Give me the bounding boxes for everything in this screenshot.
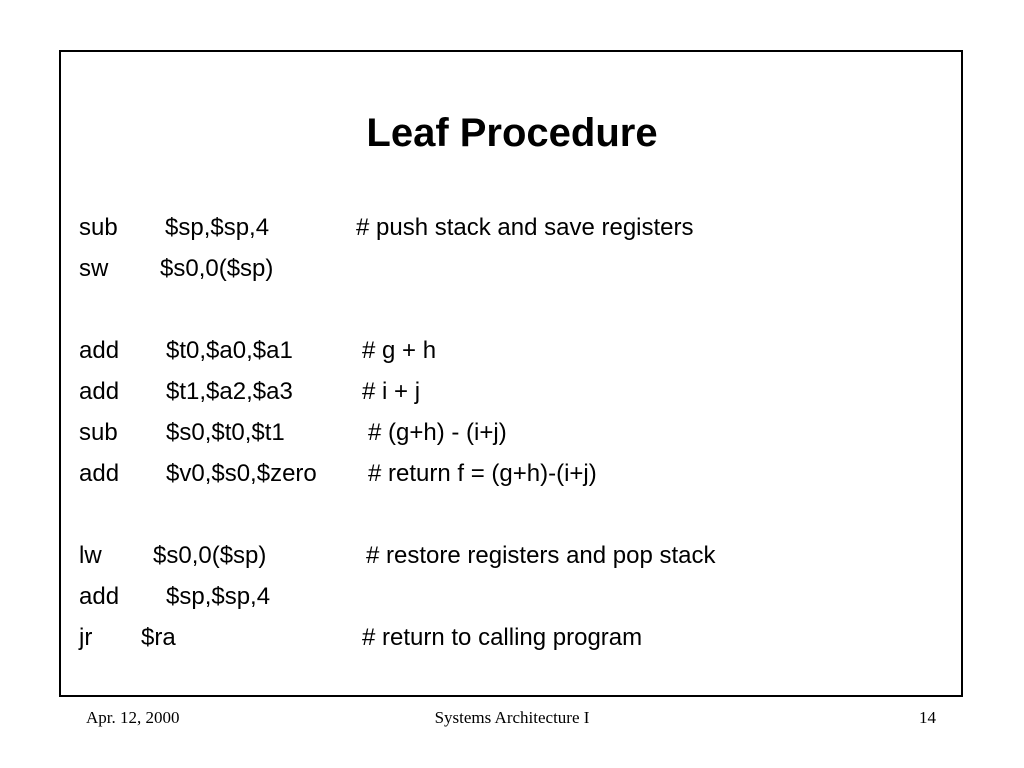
code-op: add bbox=[79, 583, 120, 610]
code-args: $sp,$sp,4 bbox=[165, 214, 270, 241]
code-args: $ra bbox=[141, 624, 176, 651]
code-line bbox=[79, 211, 694, 245]
code-op: add bbox=[79, 378, 120, 405]
code-op: add bbox=[79, 337, 120, 364]
code-op: sub bbox=[79, 419, 118, 446]
footer-page-number: 14 bbox=[919, 708, 936, 727]
code-line bbox=[79, 621, 643, 655]
code-op: add bbox=[79, 460, 120, 487]
slide-title: Leaf Procedure bbox=[366, 111, 658, 155]
code-comment: # return to calling program bbox=[362, 624, 643, 651]
code-args: $s0,0($sp) bbox=[160, 255, 274, 282]
code-args: $v0,$s0,$zero bbox=[166, 460, 317, 487]
code-args: $t0,$a0,$a1 bbox=[166, 337, 293, 364]
code-op: jr bbox=[79, 624, 93, 651]
code-op: lw bbox=[79, 542, 102, 569]
code-op: sw bbox=[79, 255, 109, 282]
footer-course: Systems Architecture I bbox=[434, 708, 590, 727]
code-comment: # return f = (g+h)-(i+j) bbox=[368, 460, 597, 487]
code-args: $s0,$t0,$t1 bbox=[166, 419, 285, 446]
code-line bbox=[79, 580, 271, 614]
code-line bbox=[79, 375, 421, 409]
code-comment: # (g+h) - (i+j) bbox=[368, 419, 507, 446]
code-args: $sp,$sp,4 bbox=[166, 583, 271, 610]
code-line bbox=[79, 539, 716, 573]
code-comment: # push stack and save registers bbox=[356, 214, 694, 241]
code-args: $s0,0($sp) bbox=[153, 542, 267, 569]
code-line bbox=[79, 334, 437, 368]
code-args: $t1,$a2,$a3 bbox=[166, 378, 293, 405]
footer-date: Apr. 12, 2000 bbox=[86, 708, 180, 727]
code-comment: # i + j bbox=[362, 378, 421, 405]
code-op: sub bbox=[79, 214, 118, 241]
code-comment: # restore registers and pop stack bbox=[366, 542, 716, 569]
code-line bbox=[79, 252, 274, 286]
code-line bbox=[79, 416, 507, 450]
code-line bbox=[79, 457, 597, 491]
code-comment: # g + h bbox=[362, 337, 437, 364]
